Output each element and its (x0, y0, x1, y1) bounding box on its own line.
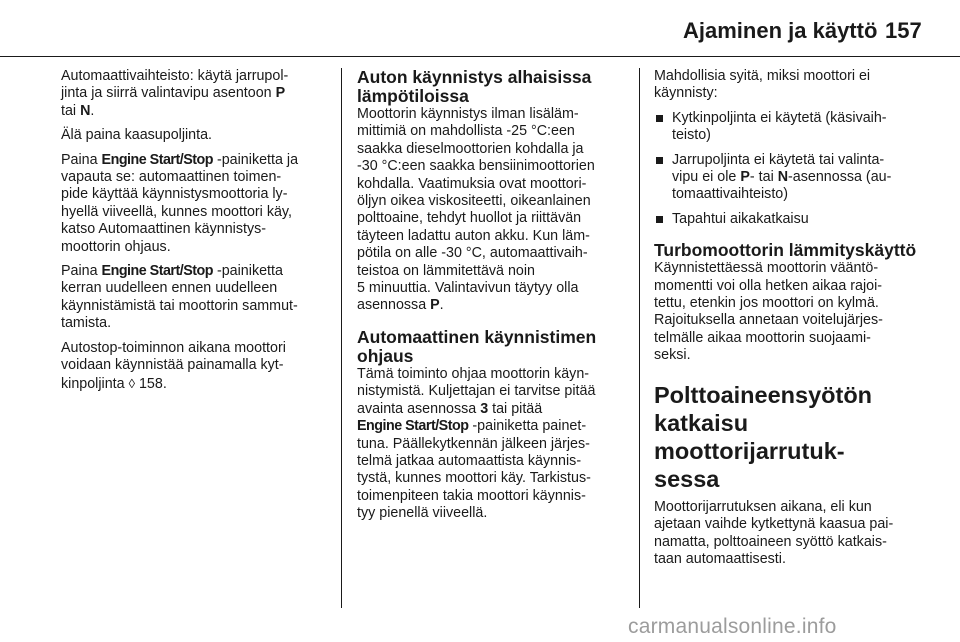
paragraph-fuel-cutoff: Moottorijarrutuksen aikana, eli kun ajetaan vaihde kytkettynä kaasua pai- namatta, polttoaineen syöttö katkais- taan automaattisesti. (654, 498, 894, 567)
paragraph-turbo-warmup: Käynnistettäessä moottorin vääntö- momentti voi olla hetken aikaa rajoi- tettu, etenkin jos moottori on kylmä. Rajoituksella annetaan voitelujärjes- telmälle aikaa moottorin suojaami- seksi. (654, 260, 883, 364)
header-rule (0, 56, 960, 57)
list-item: Jarrupoljinta ei käytetä tai valinta- vipu ei ole P- tai N-asennossa (au- tomaattivaihteisto) (654, 152, 920, 204)
paragraph-no-accelerator: Älä paina kaasupoljinta. (61, 127, 213, 144)
reasons-list (654, 110, 920, 228)
list-item: Tapahtui aikakatkaisu (654, 211, 920, 228)
paragraph-press-again: Paina Engine Start/Stop -painiketta kerran uudelleen ennen uudelleen käynnistämistä tai moottorin sammut- tamista. (61, 263, 298, 332)
paragraph-press-start-stop: Paina Engine Start/Stop -painiketta ja vapauta se: automaattinen toimen- pide käyttää käynnistysmoottoria ly- hyellä viiveellä, kunnes moottori käy, katso Automaattinen käynnistys- moottorin ohjaus. (61, 151, 299, 255)
paragraph-starter-control: Tämä toiminto ohjaa moottorin käyn- nistymistä. Kuljettajan ei tarvitse pitää avainta asennossa 3 tai pitää Engine Start/Stop -painiketta painet- tuna. Päällekytkennän jälkeen järjes- telmä jatkaa automaattista käynnis- tystä, kunnes moottori käy. Tarkistus- toimenpiteen takia moottori käynnis- tyy pienellä viiveellä. (357, 365, 596, 522)
list-item: Kytkinpoljinta ei käytetä (käsivaih- teisto) (654, 110, 920, 145)
column-divider-2 (639, 68, 640, 608)
heading-cold-start: Auton käynnistys alhaisissa lämpötiloissa (357, 67, 592, 106)
paragraph-cold-start: Moottorin käynnistys ilman lisäläm- mittimiä on mahdollista -25 °C:een saakka dieselmoottorien kohdalla ja -30 °C:een saakka bensiinimoottorien kohdalla. Vaatimuksia ovat moottori- öljyn oikea viskositeetti, oikeanlainen polttoaine, tehdyt huollot ja riittävän täyteen ladattu auton akku. Kun läm- pötila on alle -30 °C, automaattivaih- teistoa on lämmitettävä noin 5 minuuttia. Valintavivun täytyy olla asennossa P. (357, 106, 595, 314)
heading-turbo-warmup: Turbomoottorin lämmityskäyttö (654, 240, 917, 261)
header-title: Ajaminen ja käyttö (683, 18, 878, 43)
column-divider-1 (341, 68, 342, 608)
paragraph-automatic-transmission: Automaattivaihteisto: käytä jarrupol- jinta ja siirrä valintavipu asentoon P tai N. (61, 68, 289, 119)
column-2 (357, 68, 621, 530)
heading-fuel-cutoff: Polttoaineensyötön katkaisu moottorijarrutuk- sessa (654, 381, 873, 492)
watermark: carmanualsonline.info (628, 615, 837, 638)
page-reference-link[interactable]: 158. (135, 375, 167, 392)
paragraph-autostop: Autostop-toiminnon aikana moottori voidaan käynnistää painamalla kyt- kinpoljinta ◊ 158. (61, 339, 286, 392)
column-1 (61, 68, 323, 400)
page-number: 157 (885, 18, 922, 43)
heading-starter-control: Automaattinen käynnistimen ohjaus (357, 326, 597, 366)
column-3 (654, 68, 920, 575)
page-reference-icon: ◊ (128, 375, 135, 391)
paragraph-possible-reasons: Mahdollisia syitä, miksi moottori ei käynnisty: (654, 68, 871, 102)
